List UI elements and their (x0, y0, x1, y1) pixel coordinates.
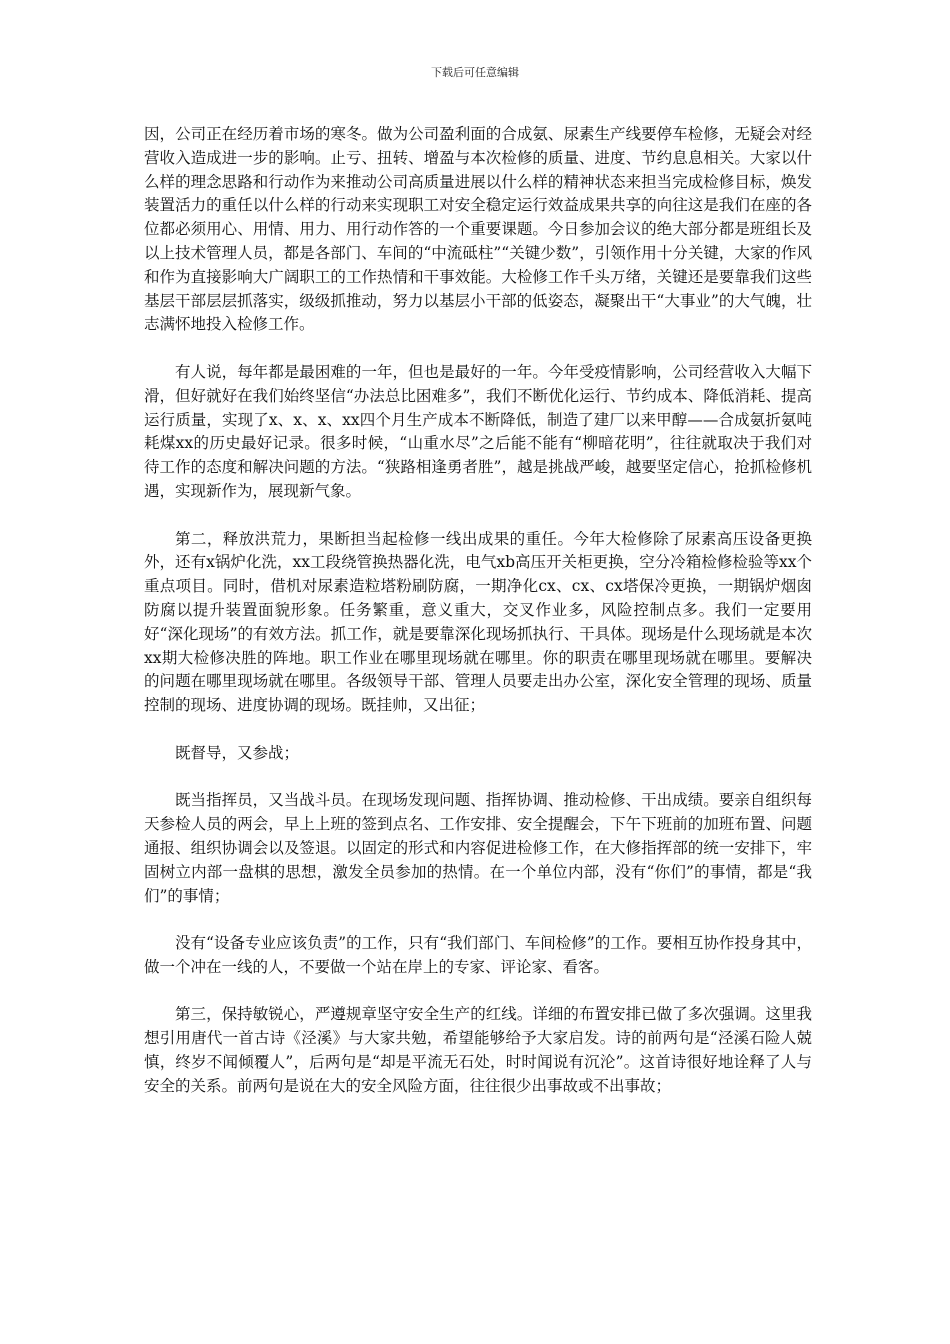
paragraph: 因，公司正在经历着市场的寒冬。做为公司盈利面的合成氨、尿素生产线要停车检修，无疑会对经营收入造成进一步的影响。止亏、扭转、增盈与本次检修的质量、进度、节约息息相关。大家以什么样的理念思路和行动作为来推动公司高质量进展以什么样的精神状态来担当完成检修目标，焕发装置活力的重任以什么样的行动来实现职工对安全稳定运行效益成果共享的向往这是我们在座的各位都必须用心、用情、用力、用行动作答的一个重要课题。今日参加会议的绝大部分都是班组长及以上技术管理人员，都是各部门、车间的“中流砥柱”“关键少数”，引领作用十分关键，大家的作风和作为直接影响大广阔职工的工作热情和干事效能。大检修工作千头万绪，关键还是要靠我们这些基层干部层层抓落实，级级抓推动，努力以基层小干部的低姿态，凝聚出干“大事业”的大气魄，壮志满怀地投入检修工作。 (144, 125, 812, 334)
paragraph: 既督导，又参战； (175, 743, 300, 762)
document-body (144, 123, 812, 1122)
paragraph: 第二，释放洪荒力，果断担当起检修一线出成果的重任。今年大检修除了尿素高压设备更换外，还有x锅炉化洗，xx工段绕管换热器化洗，电气xb高压开关柜更换，空分冷箱检修检验等xx个重点项目。同时，借机对尿素造粒塔粉刷防腐，一期净化cx、cx、cx塔保冷更换，一期锅炉烟囱防腐以提升装置面貌形象。任务繁重，意义重大，交叉作业多，风险控制点多。我们一定要用好“深化现场”的有效方法。抓工作，就是要靠深化现场抓执行、干具体。现场是什么现场就是本次xx期大检修决胜的阵地。职工作业在哪里现场就在哪里。你的职责在哪里现场就在哪里。要解决的问题在哪里现场就在哪里。各级领导干部、管理人员要走出办公室，深化安全管理的现场、质量控制的现场、进度协调的现场。既挂帅，又出征； (144, 529, 812, 715)
page-header: 下载后可任意编辑 (431, 66, 519, 79)
paragraph: 有人说，每年都是最困难的一年，但也是最好的一年。今年受疫情影响，公司经营收入大幅下滑，但好就好在我们始终坚信“办法总比困难多”，我们不断优化运行、节约成本、降低消耗、提高运行质量，实现了x、x、x、xx四个月生产成本不断降低，制造了建厂以来甲醇——合成氨折氨吨耗煤xx的历史最好记录。很多时候，“山重水尽”之后能不能有“柳暗花明”，往往就取决于我们对待工作的态度和解决问题的方法。“狭路相逢勇者胜”，越是挑战严峻，越要坚定信心，抢抓检修机遇，实现新作为，展现新气象。 (144, 362, 812, 500)
paragraph: 既当指挥员，又当战斗员。在现场发现问题、指挥协调、推动检修、干出成绩。要亲自组织每天参检人员的两会，早上上班的签到点名、工作安排、安全提醒会，下午下班前的加班布置、问题通报、组织协调会以及签退。以固定的形式和内容促进检修工作，在大修指挥部的统一安排下，牢固树立内部一盘棋的思想，激发全员参加的热情。在一个单位内部，没有“你们”的事情，都是“我们”的事情； (144, 791, 812, 905)
paragraph: 第三，保持敏锐心，严遵规章坚守安全生产的红线。详细的布置安排已做了多次强调。这里我想引用唐代一首古诗《泾溪》与大家共勉，希望能够给予大家启发。诗的前两句是“泾溪石险人兢慎，终岁不闻倾覆人”，后两句是“却是平流无石处，时时闻说有沉沦”。这首诗很好地诠释了人与安全的关系。前两句是说在大的安全风险方面，往往很少出事故或不出事故； (144, 1005, 812, 1095)
paragraph: 没有“设备专业应该负责”的工作，只有“我们部门、车间检修”的工作。要相互协作投身其中，做一个冲在一线的人，不要做一个站在岸上的专家、评论家、看客。 (144, 934, 812, 976)
